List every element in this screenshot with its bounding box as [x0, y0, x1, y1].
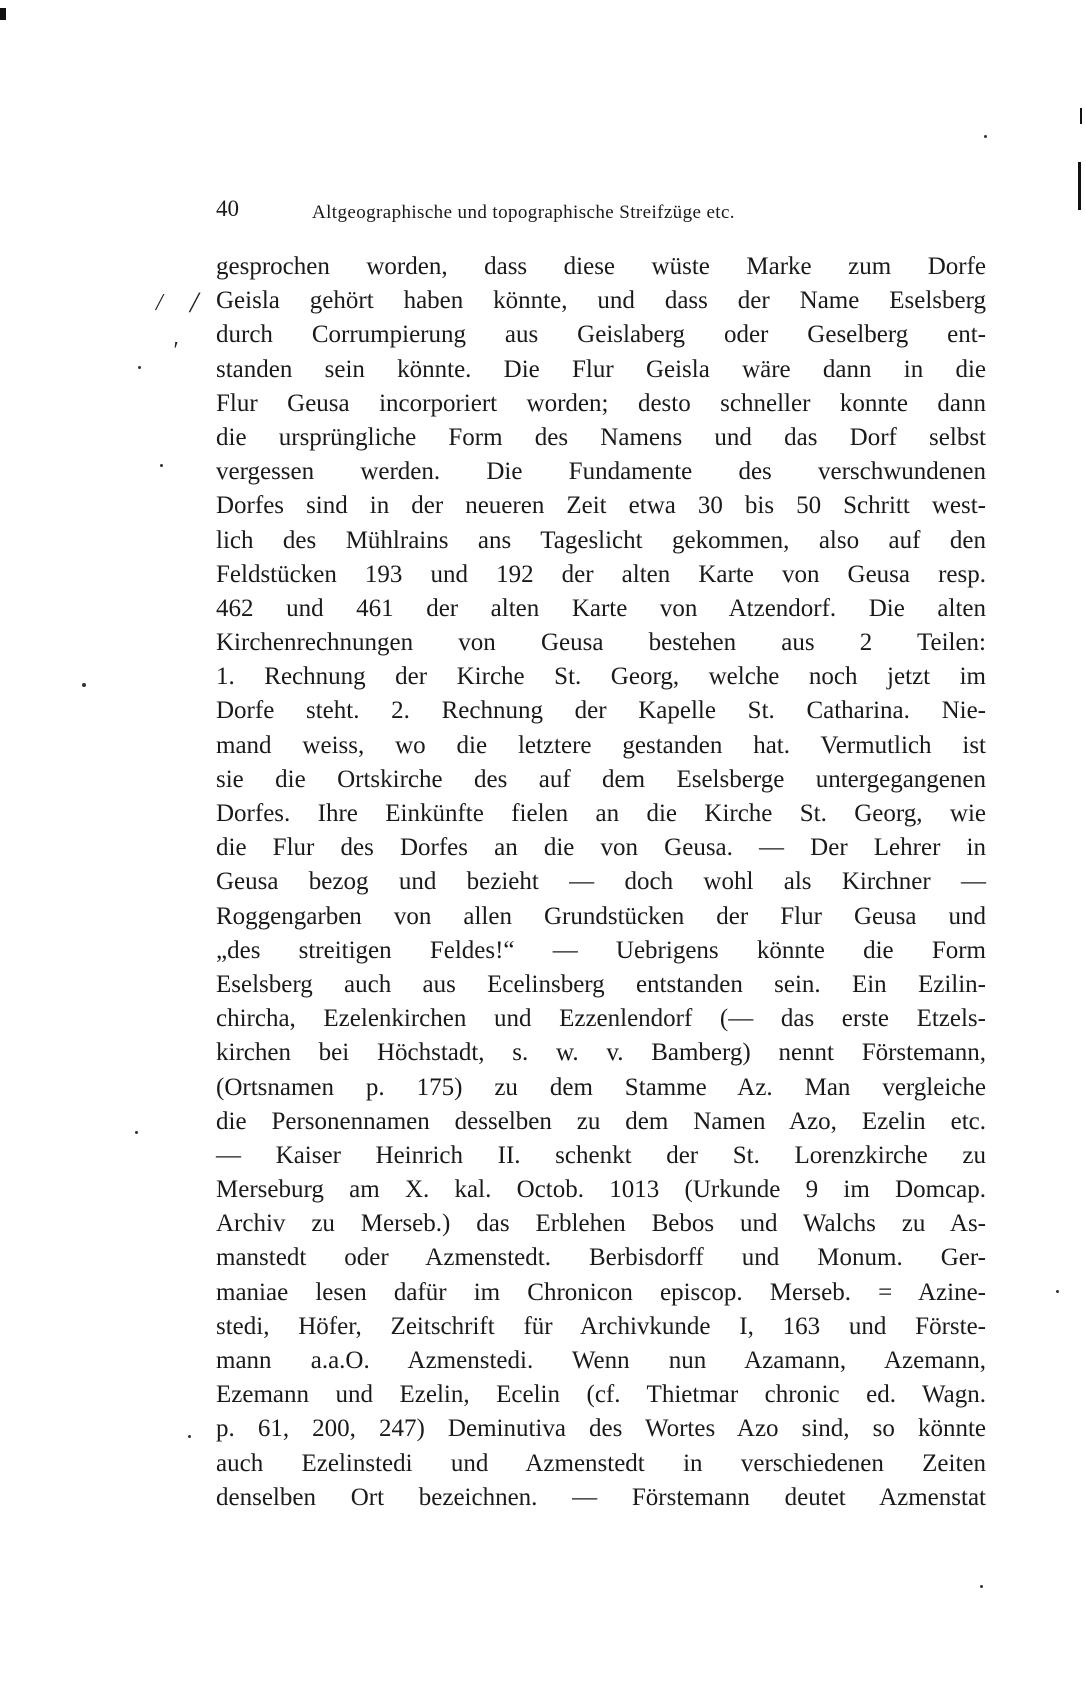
text-line: Ezemann und Ezelin, Ecelin (cf. Thietmar chronic ed. Wagn. [216, 1381, 986, 1409]
text-line: Archiv zu Merseb.) das Erblehen Bebos und Walchs zu As- [216, 1210, 986, 1238]
text-line: manstedt oder Azmenstedt. Berbisdorff und Monum. Ger- [216, 1244, 986, 1272]
text-line: Geusa bezog und bezieht — doch wohl als Kirchner — [216, 868, 986, 896]
scan-speck [1056, 1290, 1059, 1293]
text-line: Eselsberg auch aus Ecelinsberg entstanden sein. Ein Ezilin- [216, 970, 986, 998]
text-line: vergessen werden. Die Fundamente des verschwundenen [216, 458, 986, 486]
text-line: Dorfes sind in der neueren Zeit etwa 30 bis 50 Schritt west- [216, 492, 986, 520]
scan-edge-mark-right [1078, 162, 1081, 210]
text-line: 1. Rechnung der Kirche St. Georg, welche noch jetzt im [216, 663, 986, 691]
scan-speck [160, 464, 163, 467]
scan-speck [138, 366, 141, 369]
text-line: kirchen bei Höchstadt, s. w. v. Bamberg) nennt Förstemann, [216, 1039, 986, 1067]
text-line: mand weiss, wo die letztere gestanden hat. Vermutlich ist [216, 731, 986, 759]
scan-speck [188, 1435, 191, 1438]
margin-slash-mark: / [190, 286, 199, 319]
scan-speck [980, 1585, 983, 1588]
text-line: gesprochen worden, dass diese wüste Marke zum Dorfe [216, 253, 986, 280]
text-line: Merseburg am X. kal. Octob. 1013 (Urkunde 9 im Domcap. [216, 1176, 986, 1204]
text-line: denselben Ort bezeichnen. — Förstemann deutet Azmenstat [216, 1483, 986, 1511]
text-line: mann a.a.O. Azmenstedi. Wenn nun Azamann, Azemann, [216, 1347, 986, 1374]
text-line: p. 61, 200, 247) Deminutiva des Wortes Azo sind, so könnte [216, 1415, 986, 1443]
scan-edge-mark-right-top [1080, 108, 1082, 124]
scan-speck [82, 683, 86, 687]
text-line: Dorfes. Ihre Einkünfte fielen an die Kirche St. Georg, wie [216, 800, 986, 827]
scan-edge-mark-top-left [0, 8, 6, 20]
text-line: durch Corrumpierung aus Geislaberg oder Geselberg ent- [216, 321, 986, 349]
body-paragraph [216, 250, 986, 1515]
margin-slash-mark: / [156, 290, 163, 316]
text-line: Dorfe steht. 2. Rechnung der Kapelle St. Catharina. Nie- [216, 697, 986, 725]
scan-speck [135, 1131, 138, 1134]
running-head: Altgeographische und topographische Streifzüge etc. [312, 202, 735, 223]
text-line: Roggengarben von allen Grundstücken der Flur Geusa und [216, 902, 986, 930]
text-line: Geisla gehört haben könnte, und dass der Name Eselsberg [216, 287, 986, 315]
text-line: sie die Ortskirche des auf dem Eselsberge untergegangenen [216, 765, 986, 793]
text-line: 462 und 461 der alten Karte von Atzendorf. Die alten [216, 594, 986, 622]
margin-tick-mark: ′ [172, 338, 178, 364]
text-line: die Flur des Dorfes an die von Geusa. — Der Lehrer in [216, 834, 986, 862]
text-line: Kirchenrechnungen von Geusa bestehen aus 2 Teilen: [216, 629, 986, 657]
scan-speck [984, 135, 987, 138]
text-line: lich des Mühlrains ans Tageslicht gekommen, also auf den [216, 526, 986, 554]
text-line: Feldstücken 193 und 192 der alten Karte von Geusa resp. [216, 560, 986, 588]
text-line: die ursprüngliche Form des Namens und das Dorf selbst [216, 423, 986, 451]
text-line: „des streitigen Feldes!“ — Uebrigens könnte die Form [216, 936, 986, 964]
text-line: Flur Geusa incorporiert worden; desto schneller konnte dann [216, 389, 986, 417]
text-line: auch Ezelinstedi und Azmenstedt in verschiedenen Zeiten [216, 1449, 986, 1477]
text-line: die Personennamen desselben zu dem Namen Azo, Ezelin etc. [216, 1107, 986, 1135]
page-number: 40 [216, 196, 239, 221]
text-line: chircha, Ezelenkirchen und Ezzenlendorf (— das erste Etzels- [216, 1005, 986, 1033]
text-line: (Ortsnamen p. 175) zu dem Stamme Az. Man vergleiche [216, 1073, 986, 1101]
text-line: standen sein könnte. Die Flur Geisla wäre dann in die [216, 355, 986, 383]
text-line: maniae lesen dafür im Chronicon episcop. Merseb. = Azine- [216, 1278, 986, 1306]
text-line: stedi, Höfer, Zeitschrift für Archivkunde I, 163 und Förste- [216, 1312, 986, 1340]
text-line: — Kaiser Heinrich II. schenkt der St. Lorenzkirche zu [216, 1141, 986, 1169]
